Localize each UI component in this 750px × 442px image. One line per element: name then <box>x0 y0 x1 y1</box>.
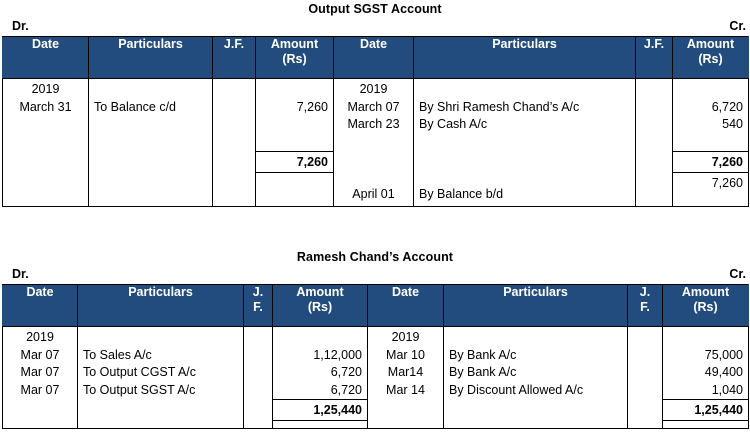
spacer <box>83 329 238 347</box>
col-header-credit-jf-line1: J. <box>639 285 651 299</box>
debit-amount-entries <box>273 327 367 400</box>
spacer <box>8 134 83 152</box>
credit-year: 2019 <box>359 82 388 96</box>
spacer <box>8 116 83 134</box>
spacer <box>339 134 408 152</box>
cr-label: Cr. <box>729 19 746 33</box>
col-header-debit-jf <box>244 285 273 327</box>
credit-year: 2019 <box>391 330 420 344</box>
debit-entry-amount-3: 6,720 <box>330 382 362 397</box>
col-header-debit-date: Date <box>3 285 78 327</box>
debit-date-cell <box>3 327 78 429</box>
debit-entry-particulars: To Balance c/d <box>94 99 176 114</box>
spacer <box>678 81 743 99</box>
credit-entry-particulars-2: By Cash A/c <box>419 117 488 131</box>
spacer <box>449 329 622 347</box>
col-header-credit-amount-line2: (Rs) <box>693 300 718 314</box>
debit-jf-cell <box>244 327 273 429</box>
debit-year: 2019 <box>31 82 60 96</box>
col-header-debit-particulars: Particulars <box>78 285 244 327</box>
credit-after-total-amount: 7,260 <box>673 172 748 192</box>
spacer <box>261 81 328 99</box>
debit-jf-cell <box>213 79 256 207</box>
col-header-credit-amount-line1: Amount <box>681 285 730 299</box>
credit-date-cell <box>334 79 414 207</box>
ledger-body-row <box>3 327 749 429</box>
debit-total-amount: 7,260 <box>256 152 333 173</box>
credit-amount-cell <box>663 327 749 429</box>
spacer <box>261 134 328 152</box>
debit-entry-date-2: Mar 07 <box>20 365 60 379</box>
credit-entry-date-1: March 07 <box>347 99 400 114</box>
credit-entry-date-2: March 23 <box>347 117 400 131</box>
debit-date-cell <box>3 79 89 207</box>
col-header-debit-amount <box>256 37 334 79</box>
spacer <box>261 116 328 134</box>
col-header-debit-jf-line2: F. <box>253 300 263 314</box>
spacer <box>94 81 207 99</box>
spacer <box>8 151 83 169</box>
spacer <box>641 81 667 99</box>
debit-entry-particulars-3: To Output SGST A/c <box>83 382 196 397</box>
spacer <box>668 329 743 347</box>
spacer <box>8 169 83 187</box>
col-header-credit-amount-line2: (Rs) <box>698 52 723 66</box>
debit-entry-date-3: Mar 07 <box>20 382 60 397</box>
credit-entry-particulars-1: By Bank A/c <box>449 347 517 362</box>
cr-label: Cr. <box>729 267 746 281</box>
col-header-debit-amount <box>273 285 368 327</box>
col-header-debit-amount-line2: (Rs) <box>282 52 307 66</box>
credit-entry-amount-2: 49,400 <box>704 365 743 379</box>
debit-total-amount: 1,25,440 <box>273 400 367 421</box>
col-header-credit-date: Date <box>334 37 414 79</box>
spacer <box>278 329 362 347</box>
col-header-credit-particulars: Particulars <box>414 37 636 79</box>
account-block-output-sgst <box>0 0 750 207</box>
credit-entry-date-1: Mar 10 <box>386 347 425 362</box>
credit-total-amount: 1,25,440 <box>663 400 748 421</box>
debit-entry-date-1: Mar 07 <box>20 347 60 362</box>
col-header-credit-particulars: Particulars <box>444 285 628 327</box>
debit-entry-amount-2: 6,720 <box>330 365 362 379</box>
ledger-table-output-sgst <box>2 36 749 207</box>
credit-entry-date-3: Mar 14 <box>386 382 425 397</box>
credit-entry-amount-1: 75,000 <box>704 347 743 362</box>
ledger-header-row <box>3 37 749 79</box>
dr-label: Dr. <box>12 267 29 281</box>
col-header-debit-amount-line2: (Rs) <box>307 300 333 314</box>
debit-entry-amount: 7,260 <box>296 99 328 114</box>
credit-entry-particulars-1: By Shri Ramesh Chand’s A/c <box>419 99 580 114</box>
credit-after-total-date: April 01 <box>352 187 395 201</box>
debit-entry-particulars-2: To Output CGST A/c <box>83 365 197 379</box>
debit-amount-cell <box>273 327 368 429</box>
col-header-debit-jf: J.F. <box>213 37 256 79</box>
debit-entry-date: March 31 <box>19 99 72 114</box>
spacer <box>678 134 743 152</box>
col-header-credit-amount <box>663 285 749 327</box>
credit-amount-cell <box>673 79 749 207</box>
credit-after-total-particulars: By Balance b/d <box>419 187 504 201</box>
credit-entry-amount-2: 540 <box>722 117 743 131</box>
col-header-debit-amount-line1: Amount <box>270 37 319 51</box>
col-header-credit-jf <box>628 285 663 327</box>
dr-label: Dr. <box>12 19 29 33</box>
col-header-debit-date: Date <box>3 37 89 79</box>
credit-entry-amount-3: 1,040 <box>711 382 743 397</box>
debit-amount-entries <box>256 79 333 152</box>
debit-particulars-cell <box>89 79 213 207</box>
ledger-body-row <box>3 79 749 207</box>
spacer <box>633 329 657 347</box>
spacer <box>419 169 630 187</box>
credit-amount-entries <box>673 79 748 152</box>
credit-jf-cell <box>636 79 673 207</box>
credit-amount-entries <box>663 327 748 400</box>
spacer <box>339 169 408 187</box>
debit-particulars-cell <box>78 327 244 429</box>
col-header-credit-date: Date <box>368 285 444 327</box>
credit-date-cell <box>368 327 444 429</box>
credit-entry-particulars-3: By Discount Allowed A/c <box>449 382 584 397</box>
debit-amount-subtable <box>256 79 333 175</box>
credit-entry-date-2: Mar14 <box>387 365 424 379</box>
ledger-header-row <box>3 285 749 327</box>
credit-jf-cell <box>628 327 663 429</box>
debit-entry-particulars-1: To Sales A/c <box>83 347 152 362</box>
col-header-debit-jf-line1: J. <box>252 285 264 299</box>
spacer <box>419 151 630 169</box>
col-header-credit-amount-line1: Amount <box>686 37 735 51</box>
debit-credit-labels <box>0 266 750 284</box>
debit-year: 2019 <box>26 330 54 344</box>
spacer <box>249 329 267 347</box>
spacer <box>419 134 630 152</box>
credit-entry-amount-1: 6,720 <box>711 99 743 114</box>
debit-credit-labels <box>0 18 750 36</box>
ledger-table-ramesh-chand <box>2 284 749 429</box>
credit-amount-subtable <box>663 327 748 421</box>
debit-amount-cell <box>256 79 334 207</box>
col-header-credit-jf: J.F. <box>636 37 673 79</box>
credit-entry-particulars-2: By Bank A/c <box>449 365 517 379</box>
credit-amount-subtable <box>673 79 748 192</box>
credit-particulars-cell <box>414 79 636 207</box>
debit-entry-amount-1: 1,12,000 <box>313 347 362 362</box>
col-header-credit-jf-line2: F. <box>640 300 650 314</box>
debit-amount-subtable <box>273 327 367 421</box>
account-title: Output SGST Account <box>308 2 442 16</box>
spacer <box>339 151 408 169</box>
account-title: Ramesh Chand’s Account <box>296 250 454 264</box>
spacer <box>218 81 250 99</box>
col-header-debit-amount-line1: Amount <box>296 285 344 299</box>
col-header-credit-amount <box>673 37 749 79</box>
col-header-debit-particulars: Particulars <box>89 37 213 79</box>
credit-total-amount: 7,260 <box>673 152 748 173</box>
debit-after-total-amount <box>256 172 333 175</box>
credit-particulars-cell <box>444 327 628 429</box>
spacer <box>419 81 630 99</box>
account-block-ramesh-chand <box>0 248 750 429</box>
